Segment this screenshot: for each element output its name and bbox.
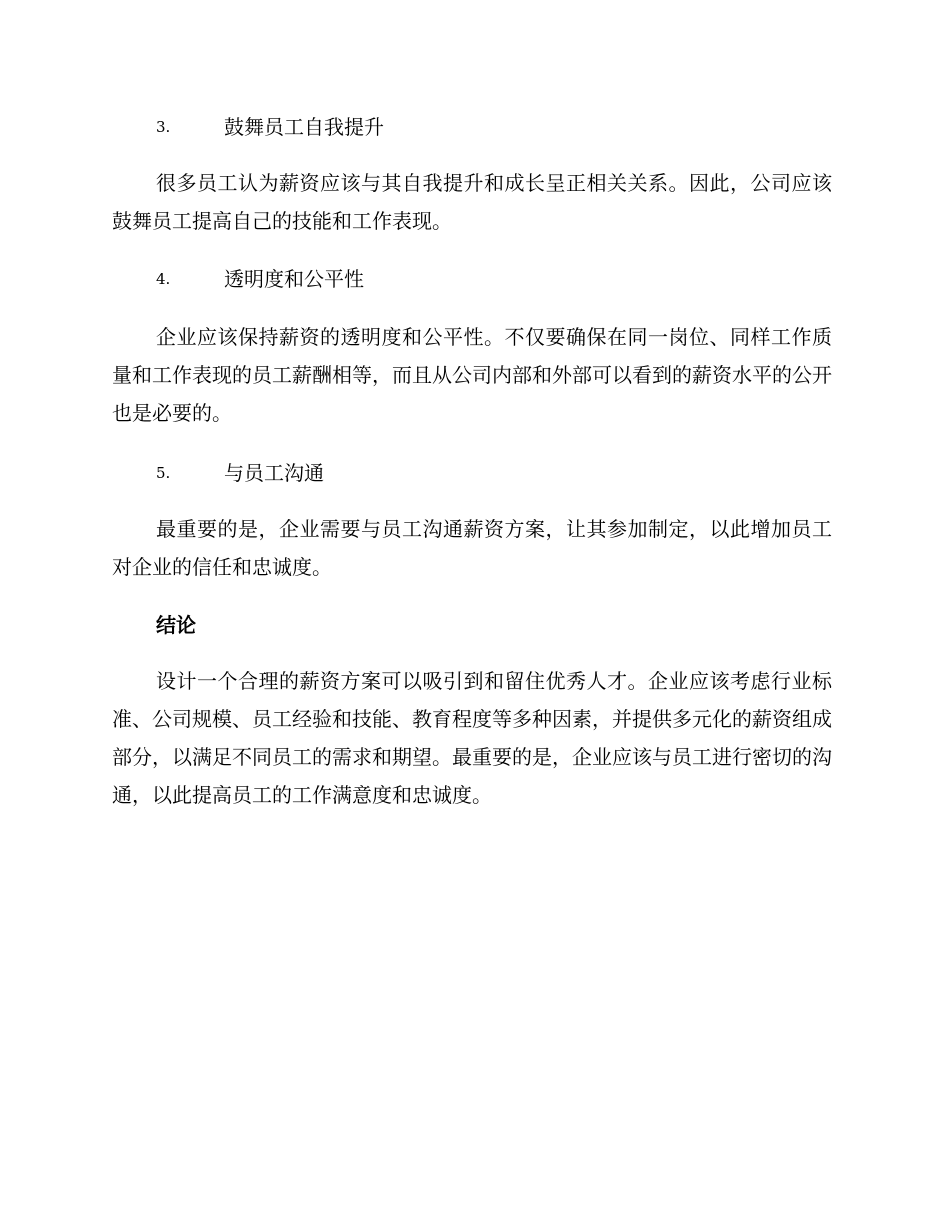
list-number: 5. [156, 464, 171, 482]
list-number: 3. [156, 118, 171, 136]
list-item-5 [112, 458, 832, 488]
list-number: 4. [156, 270, 171, 288]
list-title: 鼓舞员工自我提升 [224, 115, 384, 139]
list-item-4 [112, 264, 832, 294]
list-title: 与员工沟通 [224, 461, 324, 485]
paragraph-transparency: 企业应该保持薪资的透明度和公平性。不仅要确保在同一岗位、同样工作质量和工作表现的员工薪酬相等，而且从公司内部和外部可以看到的薪资水平的公开也是必要的。 [112, 325, 832, 425]
list-item-3 [112, 112, 832, 142]
list-title: 透明度和公平性 [224, 267, 364, 291]
paragraph-self-improvement: 很多员工认为薪资应该与其自我提升和成长呈正相关关系。因此，公司应该鼓舞员工提高自己的技能和工作表现。 [112, 171, 832, 233]
conclusion-heading: 结论 [156, 613, 196, 637]
paragraph-communication: 最重要的是，企业需要与员工沟通薪资方案，让其参加制定，以此增加员工对企业的信任和忠诚度。 [112, 517, 832, 579]
paragraph-conclusion: 设计一个合理的薪资方案可以吸引到和留住优秀人才。企业应该考虑行业标准、公司规模、员工经验和技能、教育程度等多种因素，并提供多元化的薪资组成部分，以满足不同员工的需求和期望。最重要的是，企业应该与员工进行密切的沟通，以此提高员工的工作满意度和忠诚度。 [112, 669, 832, 807]
